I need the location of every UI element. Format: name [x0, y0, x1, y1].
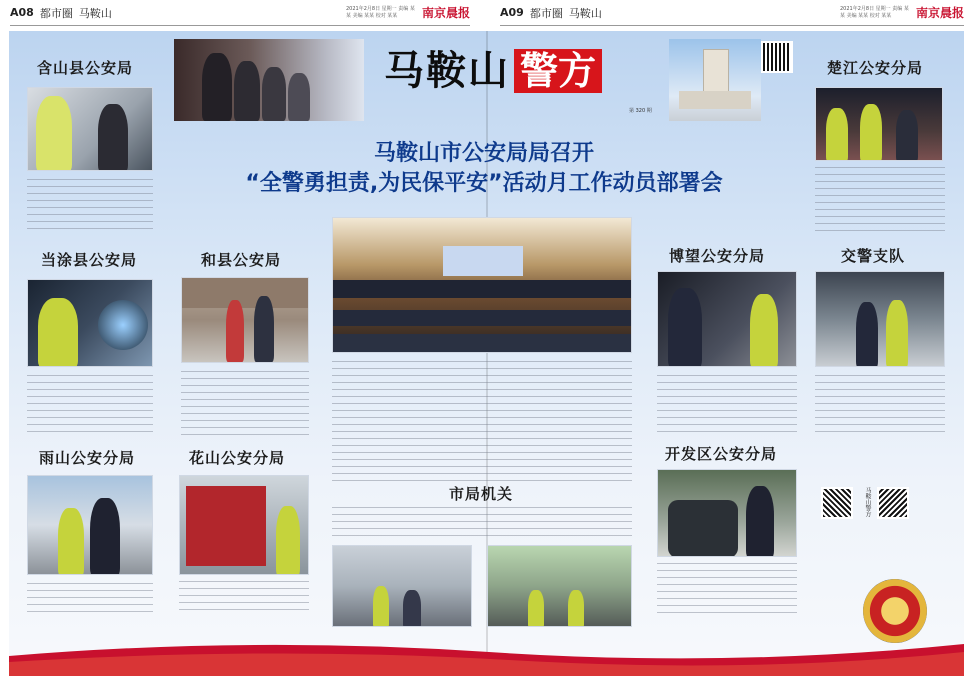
qr-code-2: [877, 487, 909, 519]
issue-date: 2021年2月8日 星期一 责编 某某 美编 某某 校对 某某: [839, 5, 909, 19]
issue-number: 第 320 期: [629, 108, 652, 114]
building-photo: [669, 39, 761, 121]
paper-logo: 南京晨报: [421, 6, 470, 20]
section-title-kaifaqu: 开发区公安分局: [665, 445, 778, 463]
section-name: 都市圈: [529, 6, 563, 20]
meeting-photo: [332, 217, 632, 353]
city-name: 马鞍山: [568, 6, 602, 20]
city-name: 马鞍山: [78, 6, 112, 20]
hanshan-article: [27, 179, 153, 235]
yushan-article: [27, 583, 153, 613]
hexian-article: [181, 371, 309, 435]
bowang-photo: [657, 271, 797, 367]
dangtu-article: [27, 375, 153, 435]
meeting-article: [332, 361, 632, 481]
masthead-police: 警方: [514, 49, 602, 93]
bowang-article: [657, 375, 797, 435]
jiaojing-photo: [815, 271, 945, 367]
left-page-header: [10, 0, 470, 26]
page-number: A08: [10, 6, 34, 19]
section-title-shiju: 市局机关: [449, 485, 514, 503]
kaifaqu-article: [657, 563, 797, 619]
huashan-article: [179, 581, 309, 613]
section-title-dangtu: 当涂县公安局: [41, 251, 138, 269]
hexian-photo: [181, 277, 309, 363]
section-name: 都市圈: [39, 6, 73, 20]
page-number: A09: [500, 6, 524, 19]
dangtu-photo: [27, 279, 153, 367]
headline-line-1: 马鞍山市公安局局召开: [373, 141, 594, 166]
issue-date: 2021年2月8日 星期一 责编 某某 美编 某某 校对 某某: [345, 5, 415, 19]
shiju-article: [332, 507, 632, 541]
section-title-chujiang: 楚江公安分局: [827, 59, 924, 77]
qr-code-top: [761, 41, 793, 73]
section-title-hanshan: 含山县公安局: [37, 59, 134, 77]
qr-label: 马鞍山警方: [864, 487, 871, 517]
shiju-photo-1: [332, 545, 472, 627]
hanshan-photo: [27, 87, 153, 171]
bottom-wave-decoration: [9, 616, 964, 676]
masthead-city: 马鞍山: [384, 47, 510, 94]
section-title-huashan: 花山公安分局: [189, 449, 286, 467]
section-title-bowang: 博望公安分局: [669, 247, 766, 265]
newspaper-spread: [9, 31, 964, 676]
yushan-photo: [27, 475, 153, 575]
masthead: [384, 49, 602, 93]
huashan-photo: [179, 475, 309, 575]
main-headline: [174, 139, 794, 199]
section-title-yushan: 雨山公安分局: [39, 449, 136, 467]
jiaojing-article: [815, 375, 945, 435]
qr-code-1: [821, 487, 853, 519]
chujiang-photo: [815, 87, 943, 161]
section-title-hexian: 和县公安局: [201, 251, 282, 269]
shiju-photo-2: [487, 545, 632, 627]
headline-line-2: “全警勇担责,为民保平安”活动月工作动员部署会: [245, 171, 723, 196]
paper-logo: 南京晨报: [915, 6, 964, 20]
kaifaqu-photo: [657, 469, 797, 557]
right-page-header: [500, 0, 964, 26]
chujiang-article: [815, 167, 945, 231]
section-title-jiaojing: 交警支队: [841, 247, 906, 265]
masthead-police-photo: [174, 39, 364, 121]
